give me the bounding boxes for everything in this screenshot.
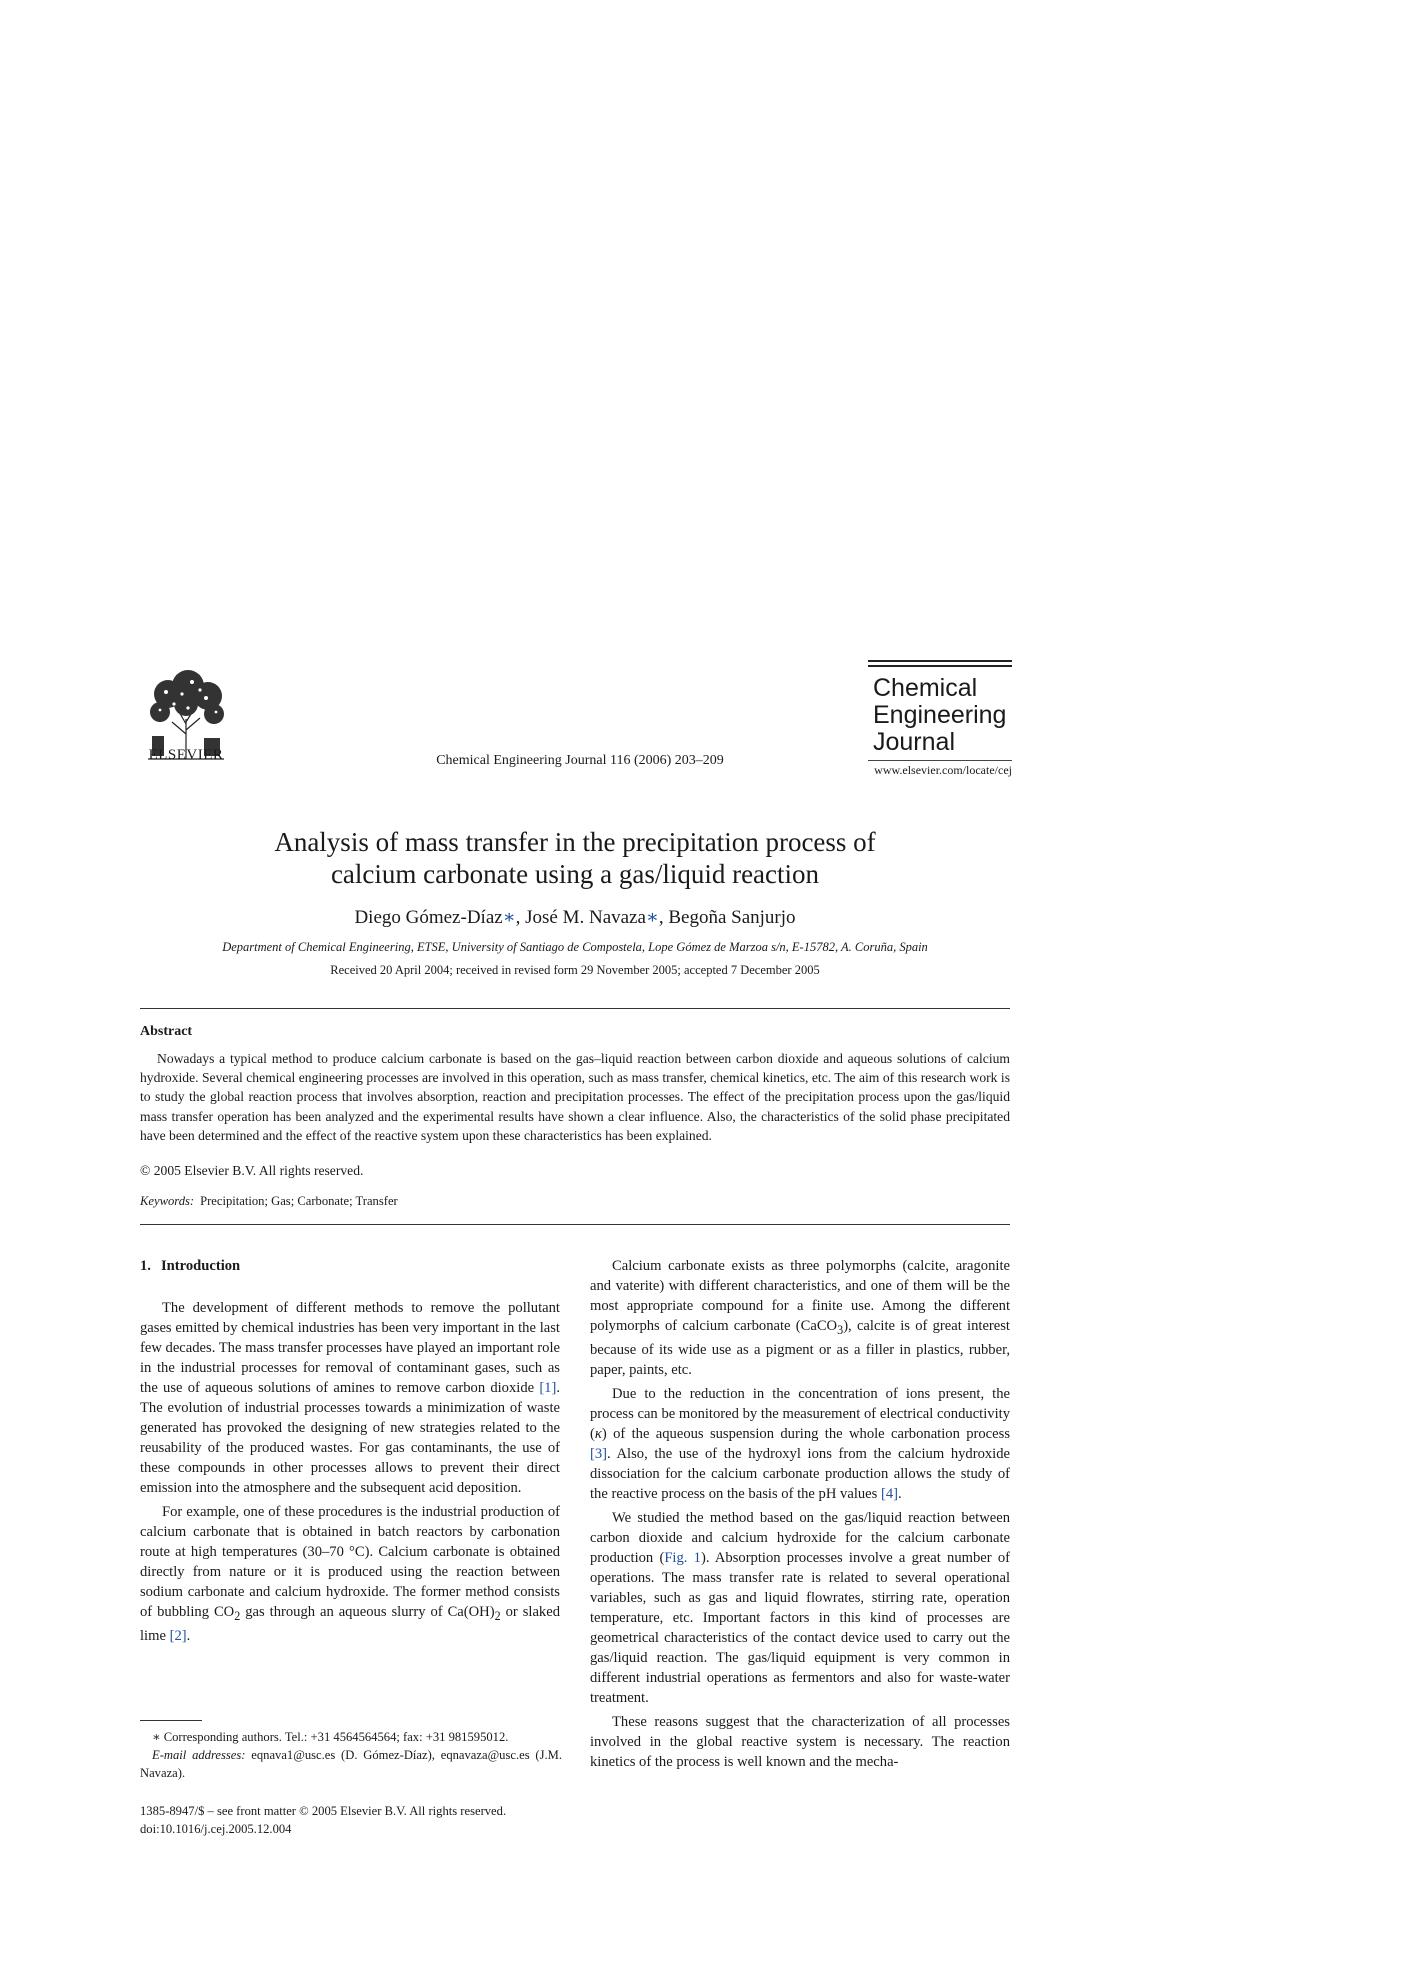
- journal-name-line: Journal: [873, 728, 955, 756]
- reference-link[interactable]: [3]: [590, 1445, 608, 1462]
- reference-link[interactable]: Fig. 1: [664, 1549, 701, 1566]
- subscript: 2: [494, 1608, 501, 1623]
- body-paragraph: [140, 1298, 560, 1498]
- text-run: ), calcite is of great interest because of its wide use as a pigment or as a filler in plastics, rubber, paper, paints, etc.: [590, 1318, 1010, 1378]
- section-heading-introduction: [140, 1256, 560, 1276]
- title-line: Analysis of mass transfer in the precipitation process of: [274, 827, 876, 857]
- masthead-rule-bottom: [868, 760, 1012, 761]
- section-number: 1.: [140, 1258, 151, 1274]
- text-run: .: [186, 1627, 191, 1644]
- issn-line: 1385-8947/$ – see front matter © 2005 Elsevier B.V. All rights reserved.: [140, 1804, 507, 1818]
- reference-link[interactable]: [2]: [169, 1627, 187, 1644]
- author-separator: ,: [658, 907, 669, 928]
- subscript: 2: [234, 1608, 241, 1623]
- doi-line[interactable]: doi:10.1016/j.cej.2005.12.004: [140, 1822, 292, 1836]
- text-run: gas through an aqueous slurry of Ca(OH): [240, 1604, 495, 1620]
- corresponding-author-footnote: ∗ Corresponding authors. Tel.: +31 4564564564; fax: +31 981595012.: [152, 1730, 509, 1744]
- text-run: . The evolution of industrial processes towards a minimization of waste generated has provoked the designing of new strategies related to the reusability of the produced wastes. For gas contaminants, the use of these compounds in other processes allows to prevent their direct emission into the atmosphere and the subsequent acid deposition.: [140, 1380, 560, 1496]
- author-name: Diego Gómez-Díaz: [354, 907, 503, 928]
- email-label: E-mail addresses:: [152, 1748, 246, 1762]
- keywords: [140, 1194, 398, 1209]
- abstract-top-rule: [140, 1008, 1010, 1009]
- text-run: Calcium carbonate exists as three polymorphs (calcite, aragonite and vaterite) with different characteristics, and one of them will be the most appropriate compound for a finite use. Among the different polymorphs of calcium carbonate (CaCO: [590, 1258, 1010, 1334]
- journal-masthead: [868, 660, 1012, 778]
- email-footnote: [140, 1746, 562, 1782]
- keywords-label: Keywords:: [140, 1194, 195, 1208]
- abstract-heading: Abstract: [140, 1024, 193, 1039]
- text-run: or slaked lime: [140, 1604, 560, 1644]
- text-run: ) of the aqueous suspension during the whole carbonation process: [601, 1425, 1010, 1442]
- corresponding-author-marker[interactable]: ∗: [645, 907, 659, 928]
- text-run: For example, one of these procedures is the industrial production of calcium carbonate that is obtained in batch reactors by carbonation route at high temperatures (30–70 °C). Calcium carbonate is obtained directly from nature or it is produced using the reaction between sodium carbonate and calcium hydroxide. The former method consists of bubbling CO: [140, 1504, 560, 1620]
- text-run: Due to the reduction in the concentration of ions present, the process can be monitored by the measurement of electrical conductivity (: [590, 1385, 1010, 1442]
- text-run: . Also, the use of the hydroxyl ions from the calcium hydroxide dissociation for the calcium carbonate production allows the study of the reactive process on the basis of the pH values: [590, 1445, 1010, 1502]
- right-column: [590, 1256, 1010, 1776]
- publisher-name: ELSEVIER: [148, 747, 224, 763]
- abstract-body: Nowadays a typical method to produce calcium carbonate is based on the gas–liquid reaction between carbon dioxide and aqueous solutions of calcium hydroxide. Several chemical engineering processes are involved in this operation, such as mass transfer, chemical kinetics, etc. The aim of this research work is to study the global reaction process that involves absorption, reaction and precipitation processes. The effect of the precipitation process upon the gas/liquid mass transfer operation has been analyzed and the experimental results have shown a clear influence. Also, the characteristics of the solid phase precipitated have been determined and the effect of the reactive system upon these characteristics has been explained.: [140, 1051, 1010, 1143]
- journal-citation: Chemical Engineering Journal 116 (2006) 203–209: [436, 753, 724, 768]
- body-paragraph: [590, 1712, 1010, 1772]
- author-separator: ,: [515, 907, 526, 928]
- reference-link[interactable]: [1]: [539, 1380, 557, 1396]
- journal-name-line: Chemical: [873, 674, 978, 702]
- article-title: [160, 826, 990, 890]
- author-name: José M. Navaza: [525, 907, 646, 928]
- received-dates: Received 20 April 2004; received in revised form 29 November 2005; accepted 7 December 2005: [330, 963, 820, 977]
- text-run: κ: [594, 1425, 602, 1442]
- section-title: Introduction: [160, 1258, 241, 1274]
- author-name: Begoña Sanjurjo: [668, 907, 796, 928]
- abstract-bottom-rule: [140, 1224, 1010, 1225]
- reference-link[interactable]: [4]: [880, 1485, 899, 1502]
- journal-name: [868, 675, 1012, 756]
- author-affiliation: Department of Chemical Engineering, ETSE, University of Santiago de Compostela, Lope Gómez de Marzoa s/n, E-15782, A. Coruña, Spain: [222, 940, 928, 954]
- body-paragraph: [590, 1384, 1010, 1504]
- keywords-list: Precipitation; Gas; Carbonate; Transfer: [200, 1194, 398, 1208]
- journal-name-line: Engineering: [873, 701, 1007, 729]
- left-column: [140, 1256, 560, 1650]
- title-line: calcium carbonate using a gas/liquid reaction: [330, 859, 820, 889]
- front-matter: [140, 1802, 600, 1838]
- masthead-rule-second: [868, 665, 1012, 667]
- abstract-copyright: © 2005 Elsevier B.V. All rights reserved.: [140, 1163, 364, 1178]
- masthead-rule-top: [868, 660, 1012, 662]
- body-paragraph: [140, 1502, 560, 1646]
- text-run: The development of different methods to remove the pollutant gases emitted by chemical industries has been very important in the last few decades. The mass transfer processes have played an important role in the industrial processes for removal of contaminant gases, such as the use of aqueous solutions of amines to remove carbon dioxide: [140, 1300, 560, 1396]
- body-paragraph: [590, 1508, 1010, 1708]
- text-run: .: [898, 1485, 902, 1502]
- footnote-rule: [140, 1720, 202, 1721]
- text-run: We studied the method based on the gas/liquid reaction between carbon dioxide and calcium hydroxide for the calcium carbonate production (: [590, 1509, 1010, 1566]
- text-run: These reasons suggest that the characterization of all processes involved in the global reactive system is necessary. The reaction kinetics of the process is well known and the mecha-: [590, 1713, 1010, 1770]
- email-addresses[interactable]: eqnava1@usc.es (D. Gómez-Díaz), eqnavaza@usc.es (J.M. Navaza).: [140, 1748, 562, 1780]
- journal-url-link[interactable]: www.elsevier.com/locate/cej: [874, 763, 1012, 777]
- body-paragraph: [590, 1256, 1010, 1380]
- corresponding-author-marker[interactable]: ∗: [502, 907, 516, 928]
- subscript: 3: [837, 1322, 844, 1337]
- text-run: ). Absorption processes involve a great number of operations. The mass transfer rate is related to several operational variables, such as gas and liquid flowrates, stirring rate, operation temperature, etc. Important factors in this kind of processes are geometrical characteristics of the contact device used to carry out the gas/liquid reaction. The gas/liquid equipment is very common in different industrial operations as fermentors and also for waste-water treatment.: [590, 1549, 1010, 1706]
- footnotes: [140, 1728, 562, 1782]
- author-list: [160, 906, 990, 929]
